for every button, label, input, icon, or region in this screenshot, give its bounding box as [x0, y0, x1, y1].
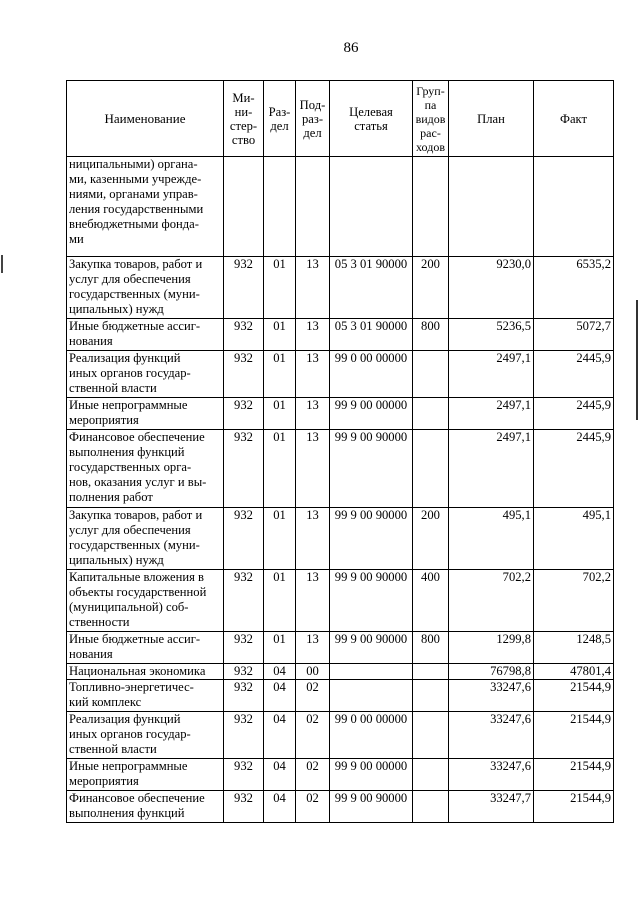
cell-fact: 21544,9	[534, 791, 614, 823]
cell-plan: 2497,1	[449, 351, 534, 398]
cell-target: 99 9 00 00000	[330, 759, 413, 791]
table-row	[67, 257, 614, 319]
cell-subsection: 00	[296, 664, 330, 680]
cell-plan: 33247,6	[449, 680, 534, 712]
scan-margin-mark	[1, 255, 3, 273]
cell-target: 99 9 00 90000	[330, 632, 413, 664]
cell-section: 01	[264, 351, 296, 398]
cell-fact: 1248,5	[534, 632, 614, 664]
table-row	[67, 712, 614, 759]
cell-ministry: 932	[224, 257, 264, 319]
cell-fact: 21544,9	[534, 759, 614, 791]
cell-target: 99 9 00 90000	[330, 430, 413, 508]
cell-subsection: 13	[296, 257, 330, 319]
cell-name: Иные бюджетные ассиг- нования	[67, 319, 224, 351]
cell-name: Капитальные вложения в объекты государственной (муниципальной) соб- ственности	[67, 570, 224, 632]
header-plan: План	[449, 81, 534, 157]
cell-section: 04	[264, 664, 296, 680]
cell-plan: 702,2	[449, 570, 534, 632]
cell-subsection	[296, 157, 330, 257]
cell-section: 01	[264, 570, 296, 632]
cell-target: 99 9 00 00000	[330, 398, 413, 430]
cell-plan: 33247,6	[449, 759, 534, 791]
cell-fact: 6535,2	[534, 257, 614, 319]
cell-target: 05 3 01 90000	[330, 257, 413, 319]
cell-name: Топливно-энергетичес- кий комплекс	[67, 680, 224, 712]
cell-fact: 2445,9	[534, 398, 614, 430]
cell-fact: 702,2	[534, 570, 614, 632]
cell-plan: 9230,0	[449, 257, 534, 319]
table-body	[67, 157, 614, 823]
cell-target	[330, 664, 413, 680]
cell-section	[264, 157, 296, 257]
cell-expense-group	[413, 759, 449, 791]
cell-subsection: 13	[296, 570, 330, 632]
page-number: 86	[343, 40, 359, 56]
cell-ministry: 932	[224, 319, 264, 351]
cell-section: 04	[264, 759, 296, 791]
header-ministry: Ми- ни- стер- ство	[224, 81, 264, 157]
cell-plan: 495,1	[449, 508, 534, 570]
cell-ministry: 932	[224, 351, 264, 398]
cell-expense-group: 200	[413, 508, 449, 570]
cell-plan: 76798,8	[449, 664, 534, 680]
cell-subsection: 13	[296, 351, 330, 398]
header-target: Целевая статья	[330, 81, 413, 157]
cell-expense-group	[413, 680, 449, 712]
cell-ministry: 932	[224, 398, 264, 430]
cell-subsection: 02	[296, 791, 330, 823]
cell-section: 01	[264, 257, 296, 319]
cell-target: 99 9 00 90000	[330, 570, 413, 632]
cell-expense-group	[413, 791, 449, 823]
scan-edge-mark	[636, 300, 638, 420]
budget-table	[66, 80, 614, 823]
cell-plan: 2497,1	[449, 430, 534, 508]
cell-subsection: 13	[296, 430, 330, 508]
cell-fact: 2445,9	[534, 351, 614, 398]
cell-plan	[449, 157, 534, 257]
table-row	[67, 430, 614, 508]
cell-name: Иные бюджетные ассиг- нования	[67, 632, 224, 664]
header-fact: Факт	[534, 81, 614, 157]
cell-name: Финансовое обеспечение выполнения функций государственных орга- нов, оказания услуг и вы- полнения работ	[67, 430, 224, 508]
cell-fact: 47801,4	[534, 664, 614, 680]
cell-section: 01	[264, 430, 296, 508]
cell-fact: 21544,9	[534, 680, 614, 712]
cell-name: Иные непрограммные мероприятия	[67, 759, 224, 791]
cell-expense-group	[413, 398, 449, 430]
header-expense-group: Груп- па видов рас- ходов	[413, 81, 449, 157]
cell-subsection: 13	[296, 319, 330, 351]
header-section: Раз- дел	[264, 81, 296, 157]
cell-fact: 2445,9	[534, 430, 614, 508]
table-row	[67, 570, 614, 632]
cell-name: Закупка товаров, работ и услуг для обеспечения государственных (муни- ципальных) нужд	[67, 257, 224, 319]
cell-target: 99 0 00 00000	[330, 712, 413, 759]
cell-section: 04	[264, 791, 296, 823]
cell-subsection: 02	[296, 680, 330, 712]
table-row	[67, 508, 614, 570]
cell-subsection: 02	[296, 712, 330, 759]
cell-target: 99 0 00 00000	[330, 351, 413, 398]
cell-ministry: 932	[224, 791, 264, 823]
cell-plan: 2497,1	[449, 398, 534, 430]
cell-section: 04	[264, 680, 296, 712]
cell-expense-group	[413, 157, 449, 257]
cell-expense-group	[413, 351, 449, 398]
cell-ministry	[224, 157, 264, 257]
cell-expense-group: 400	[413, 570, 449, 632]
cell-name: Закупка товаров, работ и услуг для обеспечения государственных (муни- ципальных) нужд	[67, 508, 224, 570]
cell-subsection: 13	[296, 508, 330, 570]
cell-expense-group: 200	[413, 257, 449, 319]
table-row	[67, 791, 614, 823]
cell-name: Иные непрограммные мероприятия	[67, 398, 224, 430]
table-row	[67, 319, 614, 351]
cell-name: ниципальными) органа- ми, казенными учрежде- ниями, органами управ- ления государственными внебюджетными фонда- ми	[67, 157, 224, 257]
table-row	[67, 680, 614, 712]
cell-fact: 495,1	[534, 508, 614, 570]
cell-ministry: 932	[224, 759, 264, 791]
cell-subsection: 13	[296, 398, 330, 430]
table-row	[67, 398, 614, 430]
cell-expense-group: 800	[413, 632, 449, 664]
cell-plan: 33247,6	[449, 712, 534, 759]
cell-subsection: 02	[296, 759, 330, 791]
cell-ministry: 932	[224, 680, 264, 712]
cell-expense-group	[413, 430, 449, 508]
cell-ministry: 932	[224, 664, 264, 680]
cell-section: 01	[264, 508, 296, 570]
cell-plan: 33247,7	[449, 791, 534, 823]
cell-target: 99 9 00 90000	[330, 508, 413, 570]
cell-name: Реализация функций иных органов государ- ственной власти	[67, 712, 224, 759]
cell-ministry: 932	[224, 430, 264, 508]
cell-section: 01	[264, 398, 296, 430]
cell-target: 99 9 00 90000	[330, 791, 413, 823]
cell-section: 01	[264, 319, 296, 351]
table-row	[67, 759, 614, 791]
table-header-row	[67, 81, 614, 157]
cell-fact: 21544,9	[534, 712, 614, 759]
cell-name: Национальная экономика	[67, 664, 224, 680]
cell-ministry: 932	[224, 570, 264, 632]
cell-fact	[534, 157, 614, 257]
table-row	[67, 664, 614, 680]
table-row	[67, 157, 614, 257]
cell-ministry: 932	[224, 712, 264, 759]
cell-name: Реализация функций иных органов государ- ственной власти	[67, 351, 224, 398]
table-row	[67, 632, 614, 664]
cell-expense-group	[413, 712, 449, 759]
cell-subsection: 13	[296, 632, 330, 664]
table-row	[67, 351, 614, 398]
cell-plan: 5236,5	[449, 319, 534, 351]
cell-section: 04	[264, 712, 296, 759]
cell-section: 01	[264, 632, 296, 664]
header-subsection: Под- раз- дел	[296, 81, 330, 157]
cell-fact: 5072,7	[534, 319, 614, 351]
cell-ministry: 932	[224, 632, 264, 664]
cell-plan: 1299,8	[449, 632, 534, 664]
cell-target: 05 3 01 90000	[330, 319, 413, 351]
header-name: Наименование	[67, 81, 224, 157]
cell-ministry: 932	[224, 508, 264, 570]
cell-target	[330, 680, 413, 712]
cell-target	[330, 157, 413, 257]
cell-name: Финансовое обеспечение выполнения функций	[67, 791, 224, 823]
cell-expense-group	[413, 664, 449, 680]
cell-expense-group: 800	[413, 319, 449, 351]
